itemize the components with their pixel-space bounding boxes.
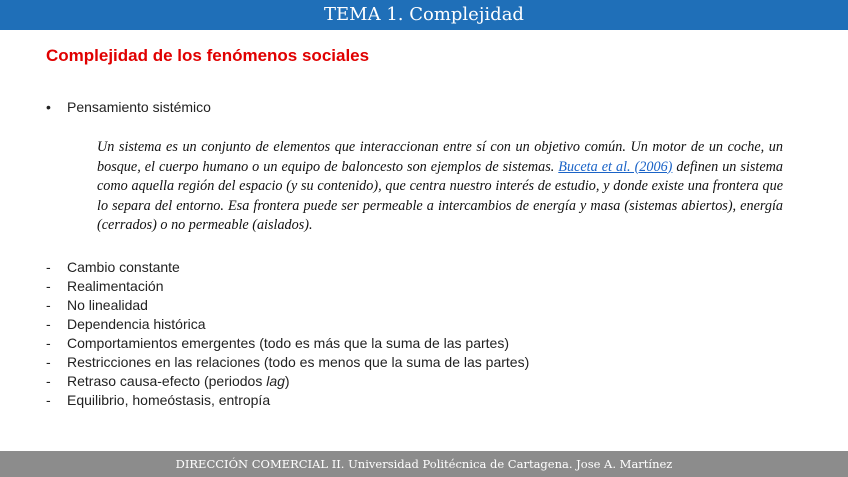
footer-bar: [0, 451, 848, 477]
list-item-text: Comportamientos emergentes (todo es más que la suma de las partes): [67, 335, 509, 351]
bullet-text: Pensamiento sistémico: [67, 99, 211, 115]
citation-link[interactable]: Buceta et al. (2006): [558, 158, 673, 175]
dash-bullet-icon: -: [46, 373, 51, 389]
definition-quote: [97, 138, 783, 236]
list-item-prefix: Retraso causa-efecto (periodos: [67, 373, 267, 389]
dash-bullet-icon: -: [46, 392, 51, 408]
list-item-suffix: ): [284, 373, 290, 389]
footer-text: DIRECCIÓN COMERCIAL II. Universidad Politécnica de Cartagena. Jose A. Martínez: [175, 457, 673, 471]
quote-part-1: Un sistema es un conjunto de elementos que interaccionan entre sí con un objetivo común. Un motor de un coche, un bosque, el cuerpo humano o un equipo de baloncesto son ejemplos de sistemas.: [97, 139, 783, 175]
header-bar: [0, 0, 848, 30]
dash-bullet-icon: -: [46, 259, 51, 275]
list-item-text: Equilibrio, homeóstasis, entropía: [67, 392, 271, 408]
dash-bullet-icon: -: [46, 297, 51, 313]
dash-bullet-icon: -: [46, 316, 51, 332]
list-item-text: [67, 372, 290, 391]
header-title: TEMA 1. Complejidad: [324, 4, 524, 25]
list-item-text: Realimentación: [67, 278, 164, 294]
dash-bullet-icon: -: [46, 335, 51, 351]
list-item-text: Cambio constante: [67, 259, 180, 275]
list-item-text: Restricciones en las relaciones (todo es menos que la suma de las partes): [67, 354, 530, 370]
quote-part-2: definen un sistema como aquella región del espacio (y su contenido), que centra nuestro interés de estudio, y donde existe una frontera que lo separa del entorno. Esa frontera puede ser permeable a intercambios de energía y masa (sistemas abiertos), energía (cerrados) o no permeable (aislados).: [97, 158, 783, 233]
list-item-text: Dependencia histórica: [67, 316, 206, 332]
dash-bullet-icon: -: [46, 278, 51, 294]
list-item-text: No linealidad: [67, 297, 148, 313]
list-item-italic: lag: [266, 373, 285, 389]
section-title: Complejidad de los fenómenos sociales: [46, 46, 370, 65]
bullet-dot-icon: •: [46, 99, 51, 115]
dash-bullet-icon: -: [46, 354, 51, 370]
